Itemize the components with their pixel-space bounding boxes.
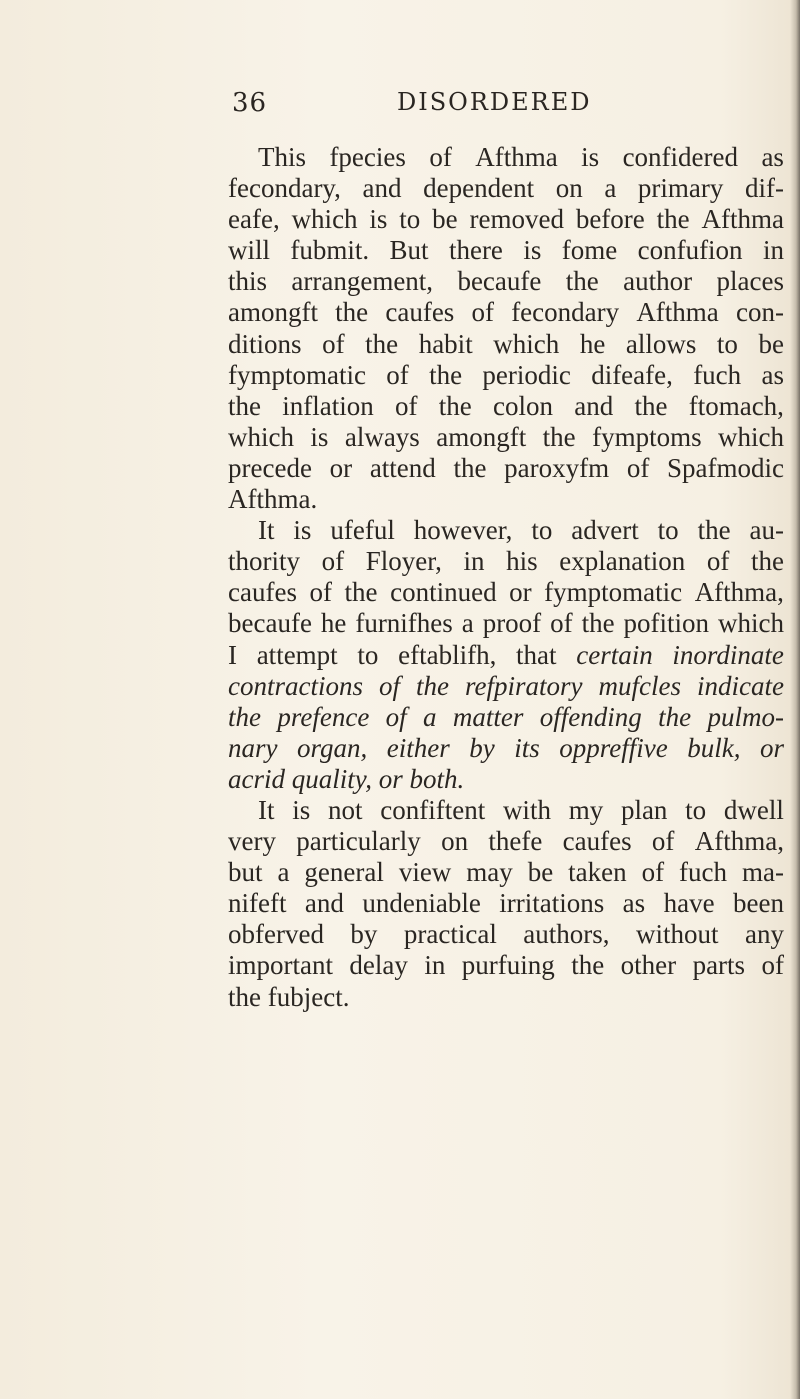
word: of — [651, 826, 675, 857]
text-line — [228, 329, 784, 360]
word: the — [581, 608, 615, 639]
word: becaufe — [457, 266, 542, 297]
word: he — [579, 328, 606, 359]
word: explanation — [559, 546, 686, 577]
word: prefence — [277, 701, 370, 732]
word: furnifhes — [355, 608, 453, 639]
word: places — [716, 266, 784, 297]
text-line — [228, 857, 784, 888]
word: by — [469, 732, 495, 763]
word: which — [717, 608, 784, 639]
word: before — [575, 204, 645, 235]
word: author — [623, 266, 693, 297]
word: a — [423, 701, 437, 732]
word: confiftent — [380, 794, 486, 825]
word: fecondary, — [228, 173, 341, 204]
text-line — [228, 484, 784, 515]
text-line — [228, 235, 784, 266]
word: the — [750, 546, 784, 577]
text-line — [228, 764, 784, 795]
word: Spafmodic — [667, 452, 784, 483]
word: caufes — [562, 826, 632, 857]
word: to — [531, 515, 553, 546]
word: Afthma, — [694, 826, 784, 857]
word: continued — [390, 577, 497, 608]
word: ftomach, — [688, 390, 784, 421]
word: which — [718, 421, 784, 452]
word: the — [429, 359, 463, 390]
word: pofition — [623, 608, 710, 639]
text-line — [228, 142, 784, 173]
word: fuch — [693, 359, 742, 390]
word: but — [228, 857, 263, 888]
paragraph — [228, 142, 784, 515]
word: not — [327, 794, 363, 825]
word: dif- — [745, 173, 784, 204]
word: caufes — [228, 577, 297, 608]
text-line — [228, 982, 784, 1013]
word: or — [759, 732, 784, 763]
word: paroxyfm — [504, 452, 610, 483]
word: primary — [637, 173, 724, 204]
word: fubject. — [267, 981, 350, 1012]
word: is — [369, 204, 388, 235]
word: fpecies — [329, 142, 406, 172]
word: organ, — [297, 732, 368, 763]
text-line — [228, 640, 784, 671]
word: fubmit. — [290, 235, 370, 266]
word: authors, — [523, 919, 610, 950]
word: any — [744, 919, 784, 950]
word: have — [663, 888, 715, 919]
word: my — [568, 794, 604, 825]
word: of — [641, 857, 665, 888]
word: practical — [403, 919, 497, 950]
word: with — [502, 794, 551, 825]
word: other — [620, 950, 677, 981]
word: always — [344, 421, 420, 452]
text-line — [228, 888, 784, 919]
word: which — [493, 328, 560, 359]
word: the — [438, 390, 472, 421]
word: confufion — [637, 235, 743, 266]
word: nifeft — [228, 888, 287, 919]
word: Afthma — [701, 204, 784, 235]
word: eftablifh, — [398, 639, 497, 670]
word: I — [228, 639, 237, 670]
text-line — [228, 826, 784, 857]
word: of — [379, 670, 401, 701]
word: parts — [692, 950, 746, 981]
word: Afthma — [475, 142, 558, 172]
word: is — [310, 421, 329, 452]
word: precede — [228, 452, 312, 483]
word: to — [685, 794, 707, 825]
word: the — [453, 452, 487, 483]
word: of — [626, 452, 650, 483]
word: mufcles — [598, 670, 681, 701]
word: fymptoms — [592, 421, 702, 452]
word: which — [228, 421, 294, 452]
word: to — [716, 328, 738, 359]
word: the — [335, 297, 369, 328]
word: nary — [228, 732, 278, 763]
word: of — [761, 950, 784, 981]
word: particularly — [296, 826, 421, 857]
word: as — [761, 142, 784, 172]
word: matter — [452, 701, 524, 732]
word: on — [555, 173, 583, 204]
word: the — [656, 204, 690, 235]
word: is — [523, 235, 542, 266]
word: on — [441, 826, 469, 857]
word: quality, — [291, 763, 372, 794]
word: caufes — [385, 297, 455, 328]
word: its — [514, 732, 540, 763]
word: a — [604, 173, 617, 204]
word: arrangement, — [291, 266, 434, 297]
word: the — [228, 701, 261, 732]
text-line — [228, 733, 784, 764]
paragraph — [228, 795, 784, 1013]
word: this — [228, 266, 268, 297]
text-line — [228, 950, 784, 981]
word: pulmo- — [707, 701, 784, 732]
word: the — [658, 701, 692, 732]
page-edge-shadow — [790, 0, 800, 1399]
body-text — [228, 142, 784, 1013]
word: offending — [539, 701, 642, 732]
word: to — [357, 639, 379, 670]
word: contractions — [228, 670, 363, 701]
word: inordinate — [672, 639, 784, 670]
word: in — [424, 950, 446, 981]
word: con- — [735, 297, 784, 328]
word: the — [571, 950, 605, 981]
word: of — [309, 577, 332, 608]
word: the — [228, 981, 261, 1012]
word: a — [461, 608, 474, 639]
word: of — [394, 390, 418, 421]
text-line — [228, 577, 784, 608]
word: in — [762, 235, 784, 266]
word: or — [329, 452, 353, 483]
word: fymptomatic — [228, 359, 366, 390]
text-line — [228, 266, 784, 297]
word: may — [466, 857, 513, 888]
text-line — [228, 546, 784, 577]
word: purfuing — [461, 950, 555, 981]
word: of — [322, 328, 345, 359]
word: confidered — [622, 142, 739, 172]
word: however, — [413, 515, 513, 546]
word: dwell — [723, 794, 784, 825]
word: obferved — [228, 919, 324, 950]
word: thority — [228, 546, 300, 577]
text-line — [228, 671, 784, 702]
word: becaufe — [228, 608, 312, 639]
word: in — [463, 546, 485, 577]
word: will — [228, 235, 271, 266]
word: important — [228, 950, 333, 981]
word: This — [258, 142, 307, 172]
word: ma- — [741, 857, 784, 888]
text-line — [228, 173, 784, 204]
word: dependent — [423, 173, 535, 204]
word: fecondary — [511, 297, 620, 328]
word: very — [228, 826, 276, 857]
word: the — [565, 266, 599, 297]
word: irritations — [499, 888, 605, 919]
word: and — [574, 390, 614, 421]
word: is — [581, 142, 600, 172]
word: attempt — [256, 639, 338, 670]
word: taken — [568, 857, 627, 888]
text-line — [228, 919, 784, 950]
word: Afthma. — [228, 484, 318, 515]
word: view — [398, 857, 452, 888]
word: thefe — [488, 826, 543, 857]
word: of — [550, 608, 573, 639]
text-line — [228, 297, 784, 328]
word: bulk, — [687, 732, 741, 763]
word: to — [657, 515, 679, 546]
text-line — [228, 702, 784, 733]
word: of — [471, 297, 494, 328]
word: allows — [625, 328, 697, 359]
word: by — [350, 919, 378, 950]
word: difeafe, — [591, 359, 673, 390]
word: It — [258, 515, 275, 546]
text-line — [228, 422, 784, 453]
word: fuch — [679, 857, 728, 888]
word: habit — [418, 328, 473, 359]
word: undeniable — [362, 888, 481, 919]
text-line — [228, 795, 784, 826]
word: the — [542, 421, 576, 452]
word: delay — [349, 950, 408, 981]
word: Floyer, — [365, 546, 442, 577]
word: either — [386, 732, 450, 763]
word: the — [416, 670, 450, 701]
text-line — [228, 391, 784, 422]
word: Afthma, — [694, 577, 784, 608]
word: be — [758, 328, 784, 359]
word: there — [448, 235, 503, 266]
word: It — [258, 794, 275, 825]
word: both. — [409, 763, 465, 794]
text-line — [228, 204, 784, 235]
word: which — [291, 204, 358, 235]
word: amongft — [228, 297, 318, 328]
word: the — [634, 390, 668, 421]
word: certain — [576, 639, 653, 670]
word: plan — [620, 794, 668, 825]
word: be — [432, 204, 458, 235]
word: to — [399, 204, 421, 235]
word: or — [378, 763, 403, 794]
word: his — [506, 546, 538, 577]
text-line — [228, 360, 784, 391]
word: and — [304, 888, 344, 919]
word: the — [365, 328, 399, 359]
text-line — [228, 515, 784, 546]
paragraph — [228, 515, 784, 795]
word: without — [636, 919, 719, 950]
page-header — [0, 84, 800, 124]
word: fymptomatic — [544, 577, 683, 608]
word: removed — [469, 204, 564, 235]
word: amongft — [436, 421, 527, 452]
word: he — [320, 608, 347, 639]
word: colon — [492, 390, 553, 421]
word: oppreffive — [559, 732, 668, 763]
word: of — [386, 359, 409, 390]
word: proof — [482, 608, 542, 639]
word: acrid — [228, 763, 285, 794]
word: Afthma — [636, 297, 719, 328]
word: a — [277, 857, 290, 888]
word: is — [292, 794, 311, 825]
word: of — [429, 142, 452, 172]
word: au- — [749, 515, 784, 546]
word: or — [509, 577, 532, 608]
word: ditions — [228, 328, 302, 359]
text-line — [228, 453, 784, 484]
word: eafe, — [228, 204, 280, 235]
word: But — [389, 235, 429, 266]
word: the — [228, 390, 261, 421]
word: of — [321, 546, 345, 577]
word: and — [362, 173, 402, 204]
word: the — [697, 515, 731, 546]
word: inflation — [282, 390, 374, 421]
running-head: DISORDERED — [397, 88, 592, 116]
word: as — [761, 359, 784, 390]
word: ufeful — [330, 515, 395, 546]
word: the — [344, 577, 378, 608]
word: refpiratory — [465, 670, 583, 701]
text-line — [228, 608, 784, 639]
word: is — [293, 515, 312, 546]
word: indicate — [697, 670, 784, 701]
word: advert — [571, 515, 639, 546]
page-number: 36 — [232, 88, 268, 118]
word: general — [304, 857, 384, 888]
word: be — [527, 857, 554, 888]
word: fome — [561, 235, 618, 266]
word: periodic — [482, 359, 571, 390]
word: been — [733, 888, 784, 919]
word: of — [385, 701, 407, 732]
word: that — [516, 639, 557, 670]
word: as — [622, 888, 646, 919]
word: of — [706, 546, 730, 577]
word: attend — [369, 452, 436, 483]
